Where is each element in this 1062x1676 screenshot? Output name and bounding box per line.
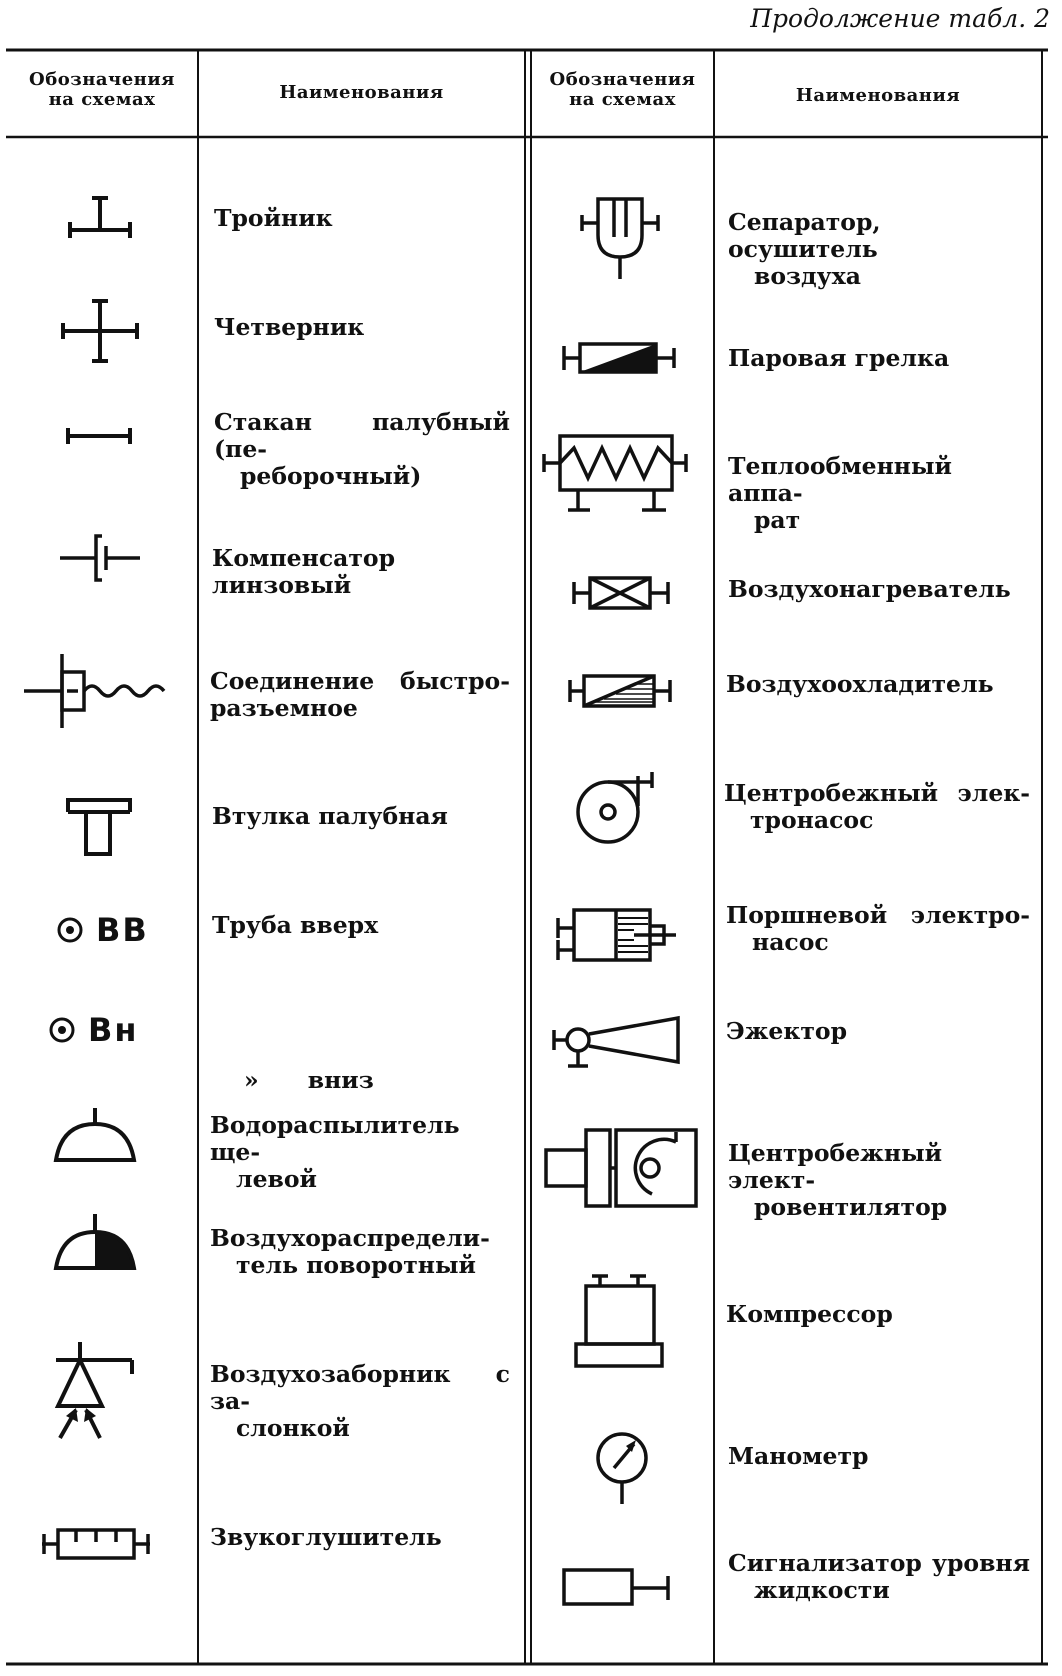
name-steam-heater <box>728 345 1030 372</box>
name-line: жидкости <box>754 1576 890 1604</box>
steam-heater-icon <box>560 336 680 380</box>
name-line: Четверник <box>214 313 365 341</box>
name-line: Сигнализатор уровня <box>728 1549 1030 1577</box>
pipe-up-symbol <box>56 910 149 950</box>
pipe-down-label: Вн <box>88 1011 139 1049</box>
name-line: левой <box>236 1165 317 1193</box>
name-piston-pump <box>726 902 1030 956</box>
name-line: Водораспылитель ще- <box>210 1111 460 1166</box>
header-symbols-line2: на схемах <box>569 89 676 110</box>
name-line: Втулка палубная <box>212 802 448 830</box>
name-line: реборочный) <box>240 462 422 490</box>
header-symbols-right <box>531 70 714 110</box>
name-line: Центробежный элек- <box>724 779 1030 807</box>
name-line: Соединение быстро- <box>210 667 510 695</box>
name-line: Центробежный элект- <box>728 1139 943 1194</box>
name-line: воздуха <box>754 262 861 290</box>
name-line: Тройник <box>214 204 333 232</box>
name-line: тель поворотный <box>236 1251 476 1279</box>
header-names-right: Наименования <box>795 85 961 106</box>
silencer-icon <box>40 1520 152 1568</box>
pipe-down-icon <box>48 1016 76 1044</box>
centrifugal-pump-icon <box>574 768 658 848</box>
table-caption: Продолжение табл. 2 <box>750 4 1050 33</box>
pipe-up-label: ВВ <box>96 911 149 949</box>
name-line: Поршневой электро- <box>726 901 1030 929</box>
quick-coupling-icon <box>22 652 167 730</box>
name-line: Воздухоохладитель <box>726 670 994 698</box>
name-centrifugal-pump <box>724 780 1030 834</box>
name-deck-bushing <box>212 803 508 830</box>
rotary-air-distributor-icon <box>52 1212 138 1272</box>
name-line: Труба вверх <box>212 911 379 939</box>
name-silencer <box>210 1524 510 1551</box>
name-manometer <box>728 1443 1030 1470</box>
name-air-cooler <box>726 671 1030 698</box>
compressor-icon <box>572 1272 666 1372</box>
name-tee <box>214 205 510 232</box>
air-cooler-icon <box>566 668 674 714</box>
name-line: Воздухонагреватель <box>728 575 1011 603</box>
name-heat-exchanger <box>728 453 1030 534</box>
deck-bushing-icon <box>64 796 136 860</box>
name-air-intake <box>210 1361 510 1442</box>
name-line: Звукоглушитель <box>210 1523 442 1551</box>
tee-fitting-icon <box>60 190 140 250</box>
manometer-icon <box>592 1428 652 1508</box>
name-compressor <box>726 1301 1030 1328</box>
name-line: тронасос <box>750 806 874 834</box>
name-line: Паровая грелка <box>728 344 950 372</box>
name-line: Сепаратор, осушитель <box>728 208 881 263</box>
piston-pump-icon <box>554 904 682 966</box>
name-cross <box>214 314 510 341</box>
name-pipe-down <box>244 1013 510 1121</box>
name-slot-sprayer <box>210 1112 510 1193</box>
header-symbols-line1: Обозначения <box>549 69 696 90</box>
slot-sprayer-icon <box>52 1106 138 1164</box>
name-ejector <box>726 1018 1030 1045</box>
name-line: Воздухозаборник с за- <box>210 1360 510 1415</box>
air-heater-icon <box>570 570 672 616</box>
deck-sleeve-icon <box>64 424 134 448</box>
pipe-down-symbol <box>48 1010 139 1050</box>
name-line: рат <box>754 506 801 534</box>
ejector-icon <box>550 1012 688 1076</box>
name-line: » вниз <box>244 1066 374 1094</box>
name-line: Стакан палубный (пе- <box>214 408 510 463</box>
name-lens-compensator <box>212 545 512 599</box>
air-intake-damper-icon <box>50 1338 140 1446</box>
header-names-left: Наименования <box>279 82 444 103</box>
name-line: Воздухораспредели- <box>210 1224 490 1252</box>
name-line: слонкой <box>236 1414 350 1442</box>
heat-exchanger-icon <box>540 430 690 518</box>
name-line: Компенсатор линзовый <box>212 544 396 599</box>
header-symbols-line2: на схемах <box>48 89 156 110</box>
name-pipe-up <box>212 912 508 939</box>
pipe-up-icon <box>56 916 84 944</box>
name-line: разъемное <box>210 694 358 722</box>
name-line: Эжектор <box>726 1017 848 1045</box>
name-line: ровентилятор <box>754 1193 948 1221</box>
name-line: Компрессор <box>726 1300 893 1328</box>
air-separator-icon <box>578 195 662 283</box>
cross-fitting-icon <box>55 296 145 366</box>
name-line: насос <box>752 928 829 956</box>
name-line: Манометр <box>728 1442 869 1470</box>
centrifugal-fan-icon <box>544 1124 700 1208</box>
name-level-alarm <box>728 1550 1030 1604</box>
name-air-heater <box>728 576 1030 603</box>
level-alarm-icon <box>562 1564 674 1610</box>
name-line: Теплообменный аппа- <box>728 452 952 507</box>
header-symbols-line1: Обозначения <box>29 69 175 90</box>
name-quick-coupling <box>210 668 510 722</box>
name-centrifugal-fan <box>728 1140 1030 1221</box>
lens-compensator-icon <box>58 530 142 586</box>
name-air-separator <box>728 209 1030 290</box>
name-deck-sleeve <box>214 409 510 490</box>
header-symbols-left <box>6 70 198 110</box>
name-rotary-distributor <box>210 1225 510 1279</box>
